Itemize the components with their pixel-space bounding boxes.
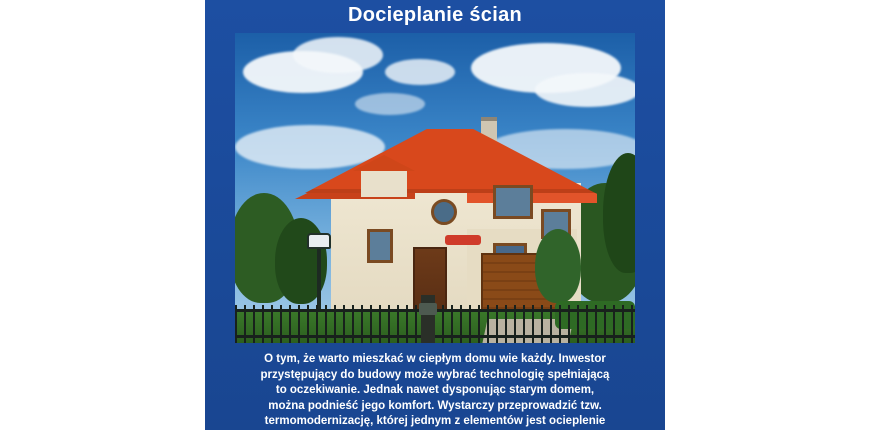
page-title: Docieplanie ścian: [205, 3, 665, 27]
cloud: [535, 73, 635, 107]
cloud: [235, 125, 385, 169]
caption-line: przystępujący do budowy może wybrać technologię spełniającą: [237, 368, 633, 384]
mailbox: [419, 303, 437, 315]
caption-line: O tym, że warto mieszkać w ciepłym domu wie każdy. Inwestor: [237, 352, 633, 368]
cloud: [293, 37, 383, 73]
shrub: [535, 229, 581, 303]
house-photo: [235, 33, 635, 343]
lamp-head: [307, 233, 331, 249]
window: [367, 229, 393, 263]
dormer: [361, 169, 407, 197]
cloud: [355, 93, 425, 115]
window: [493, 185, 533, 219]
article-panel: [205, 0, 665, 430]
caption-line: można podnieść jego komfort. Wystarczy przeprowadzić tzw.: [237, 399, 633, 415]
flower-box: [445, 235, 481, 245]
caption-line: ścian zewnętrznych.: [237, 430, 633, 445]
round-attic-window: [431, 199, 457, 225]
article-caption: [237, 352, 633, 445]
cloud: [385, 59, 455, 85]
fence-rail: [235, 335, 635, 338]
caption-line: to oczekiwanie. Jednak nawet dysponując starym domem,: [237, 383, 633, 399]
caption-line: termomodernizację, której jednym z elementów jest ocieplenie: [237, 414, 633, 430]
